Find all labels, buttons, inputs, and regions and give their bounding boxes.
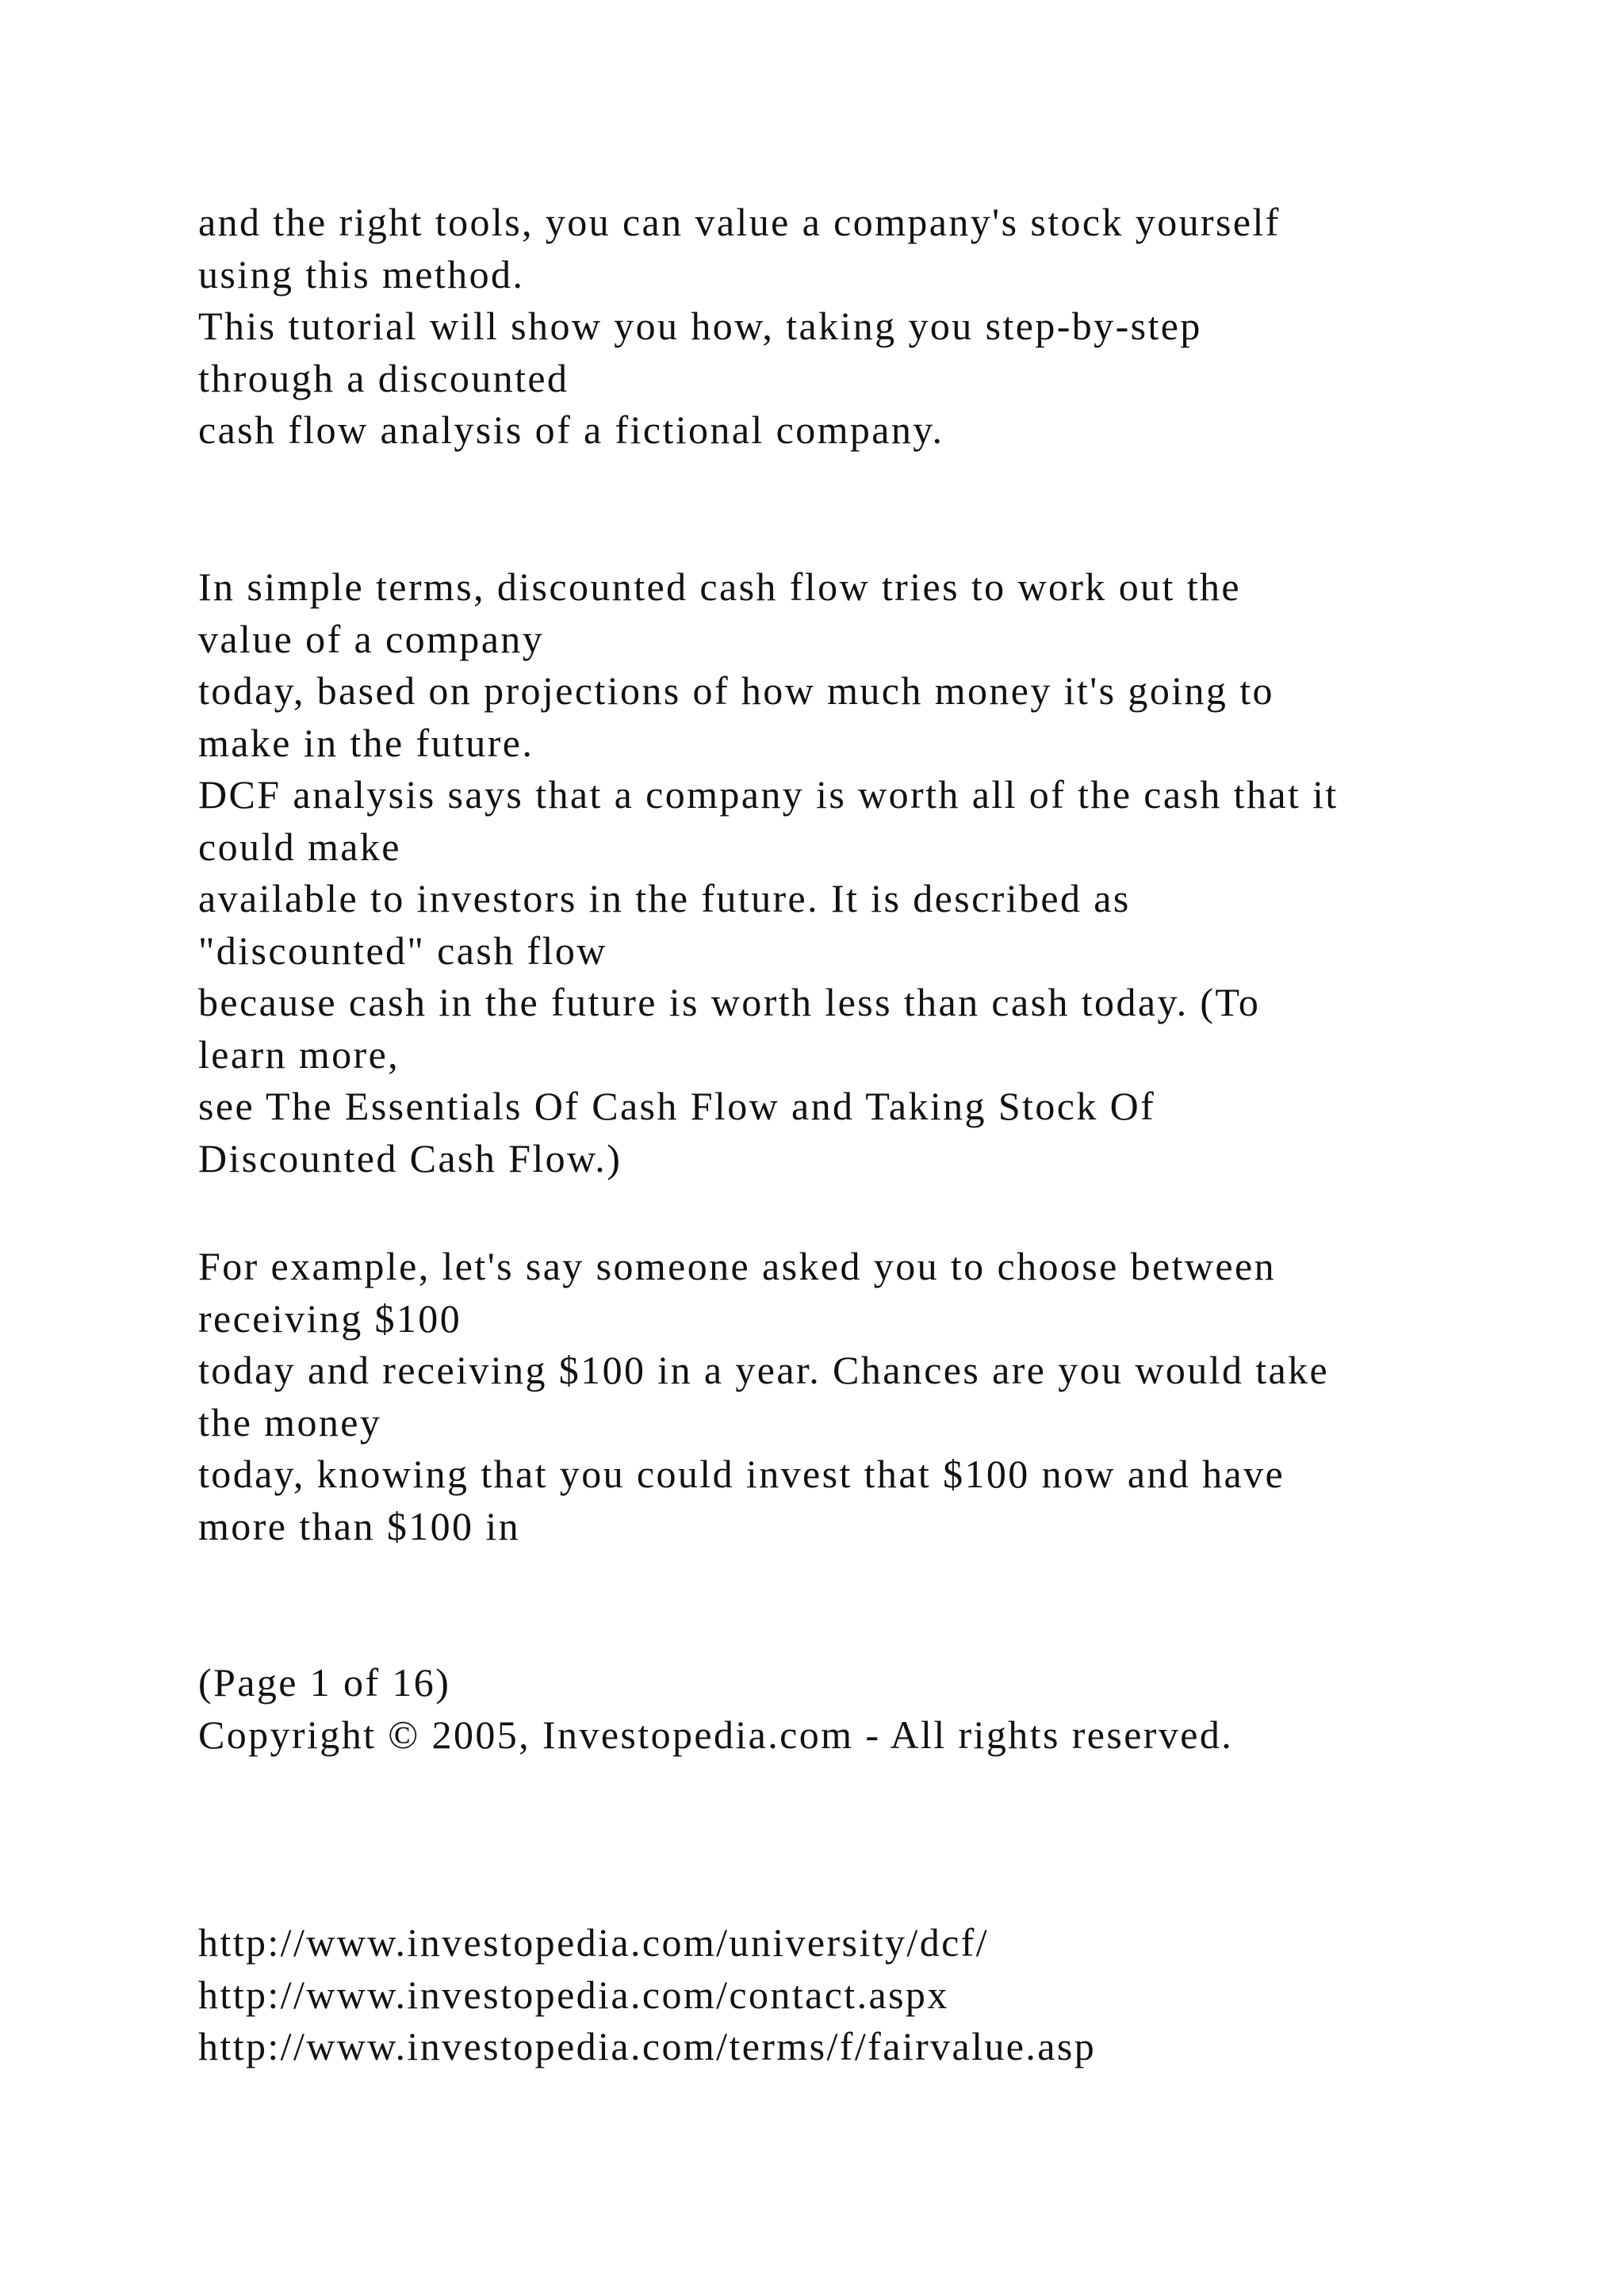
text-line: the money [198,1399,382,1445]
text-line: receiving $100 [198,1295,462,1341]
text-line: today, knowing that you could invest that $100 now and have [198,1452,1285,1496]
link-fair-value[interactable]: http://www.investopedia.com/terms/f/fairvalue.asp [198,2024,1097,2068]
text-line: cash flow analysis of a fictional company. [198,408,944,452]
copyright-notice: Copyright © 2005, Investopedia.com - All rights reserved. [198,1712,1234,1757]
text-line: see The Essentials Of Cash Flow and Taking Stock Of [198,1084,1156,1128]
example-paragraph [198,1241,1530,1552]
text-line: and the right tools, you can value a company's stock yourself [198,200,1281,244]
link-dcf-university[interactable]: http://www.investopedia.com/university/dcf/ [198,1920,990,1965]
text-line: today, based on projections of how much money it's going to [198,668,1274,713]
dcf-definition-paragraph [198,561,1530,1184]
text-line: For example, let's say someone asked you to choose between [198,1244,1276,1288]
text-line: make in the future. [198,720,534,765]
text-line: more than $100 in [198,1503,521,1548]
reference-links [198,1917,1530,2073]
text-line: DCF analysis says that a company is worth all of the cash that it [198,772,1339,817]
text-line: because cash in the future is worth less than cash today. (To [198,980,1261,1024]
text-line: value of a company [198,616,545,661]
text-line: "discounted" cash flow [198,928,607,973]
text-line: available to investors in the future. It is described as [198,876,1131,920]
text-line: learn more, [198,1031,400,1077]
text-line: could make [198,824,401,869]
link-contact[interactable]: http://www.investopedia.com/contact.aspx [198,1972,949,2017]
page-indicator: (Page 1 of 16) [198,1660,451,1705]
page-footer [198,1657,1530,1761]
text-line: In simple terms, discounted cash flow tries to work out the [198,564,1241,609]
text-line: today and receiving $100 in a year. Chances are you would take [198,1348,1330,1392]
text-line: Discounted Cash Flow.) [198,1135,622,1181]
text-line: This tutorial will show you how, taking you step-by-step [198,304,1202,348]
intro-paragraph [198,197,1530,457]
text-line: through a discounted [198,355,569,400]
text-line: using this method. [198,251,525,297]
